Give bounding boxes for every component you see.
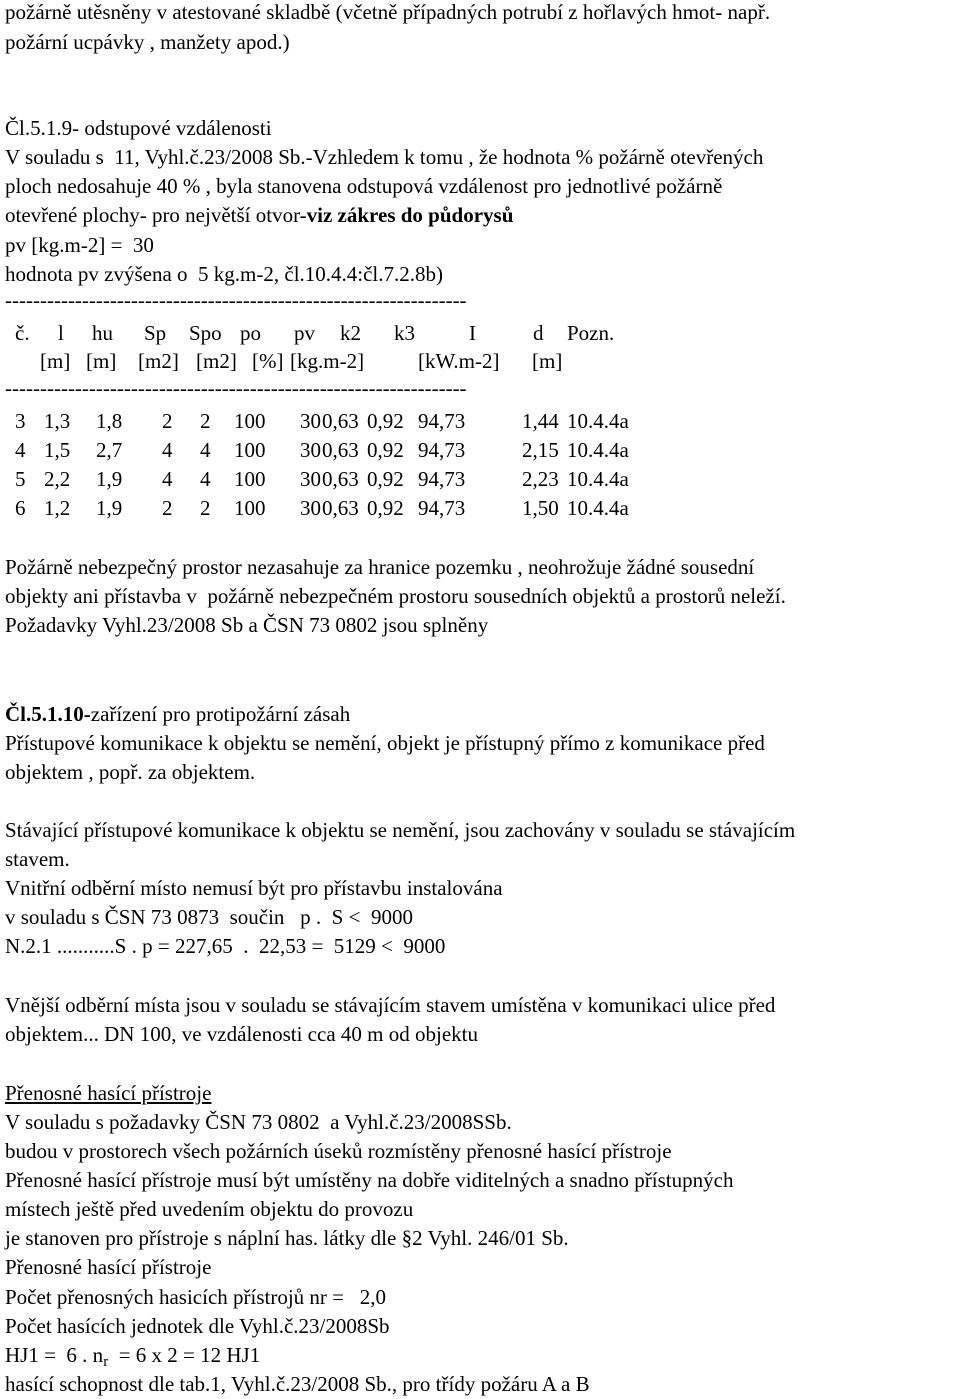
col-header: po: [240, 321, 261, 345]
para-line: objektem... DN 100, ve vzdálenosti cca 40 m od objektu: [5, 1022, 478, 1046]
bold-reference: viz zákres do půdorysů: [306, 203, 514, 227]
cell: 100: [234, 438, 266, 462]
cell: 100: [234, 496, 266, 520]
cell: 4: [162, 467, 173, 491]
cell: 30: [300, 438, 321, 462]
col-header: Sp: [144, 321, 167, 345]
cell: 4: [200, 438, 211, 462]
col-unit: [%]: [252, 349, 284, 373]
col-header: Pozn.: [567, 321, 615, 345]
heading-number: Čl.5.1.10-: [5, 702, 91, 726]
para-line: Požárně nebezpečný prostor nezasahuje za hranice pozemku , neohrožuje žádné sousední: [5, 555, 755, 579]
para-line: Vnější odběrní místa jsou v souladu se stávajícím stavem umístěna v komunikaci ulice před: [5, 993, 776, 1017]
section-heading-5-1-10: [5, 702, 350, 726]
col-unit: [m]: [40, 349, 71, 373]
cell: 2: [200, 496, 211, 520]
cell: 30: [300, 409, 321, 433]
cell: 100: [234, 409, 266, 433]
para-line: V souladu s 11, Vyhl.č.23/2008 Sb.-Vzhledem k tomu , že hodnota % požárně otevřených: [5, 145, 764, 169]
col-header: k2: [340, 321, 361, 345]
para-line: je stanoven pro přístroje s náplní has. látky dle §2 Vyhl. 246/01 Sb.: [5, 1226, 569, 1250]
para-line: Stávající přístupové komunikace k objektu se nemění, jsou zachovány v souladu se stávajícím: [5, 818, 796, 842]
col-header: č.: [15, 321, 30, 345]
para-line: Přenosné hasící přístroje: [5, 1255, 212, 1279]
cell: 1,2: [44, 496, 71, 520]
cell: 1,44: [522, 409, 559, 433]
para-line: budou v prostorech všech požárních úseků rozmístěny přenosné hasící přístroje: [5, 1139, 672, 1163]
formula-line: [5, 1343, 260, 1370]
cell: 4: [15, 438, 26, 462]
para-line: stavem.: [5, 847, 70, 871]
cell: 10.4.4a: [567, 467, 629, 491]
cell: 0,92: [367, 409, 404, 433]
cell: 0,63: [322, 467, 359, 491]
cell: 5: [15, 467, 26, 491]
cell: 0,63: [322, 409, 359, 433]
table-rule-top: ------------------------------------------------------------------: [5, 288, 467, 312]
cell: 2: [162, 496, 173, 520]
cell: 0,92: [367, 438, 404, 462]
cell: 94,73: [418, 438, 466, 462]
col-unit: [m]: [532, 349, 563, 373]
cell: 0,63: [322, 496, 359, 520]
table-rule-mid: ------------------------------------------------------------------: [5, 376, 467, 400]
cell: 94,73: [418, 496, 466, 520]
cell: 2: [200, 409, 211, 433]
cell: 6: [15, 496, 26, 520]
intro-line-1: požárně utěsněny v atestované skladbě (včetně případných potrubí z hořlavých hmot- např.: [5, 0, 771, 24]
col-unit: [m]: [86, 349, 117, 373]
cell: 3: [15, 409, 26, 433]
cell: 30: [300, 496, 321, 520]
cell: 10.4.4a: [567, 409, 629, 433]
col-header: k3: [394, 321, 415, 345]
cell: 10.4.4a: [567, 438, 629, 462]
formula-part: HJ1 = 6 . n: [5, 1343, 104, 1367]
para-line: Počet hasících jednotek dle Vyhl.č.23/2008Sb: [5, 1314, 390, 1338]
section-heading-5-1-9: Čl.5.1.9- odstupové vzdálenosti: [5, 116, 272, 140]
para-text: otevřené plochy- pro největší otvor-: [5, 203, 307, 227]
col-header: pv: [294, 321, 315, 345]
cell: 0,92: [367, 467, 404, 491]
para-line: Přenosné hasící přístroje musí být umístěny na dobře viditelných a snadno přístupných: [5, 1168, 734, 1192]
cell: 2,2: [44, 467, 71, 491]
para-line: ploch nedosahuje 40 % , byla stanovena odstupová vzdálenost pro jednotlivé požárně: [5, 174, 723, 198]
cell: 2,7: [96, 438, 123, 462]
para-line: Vnitřní odběrní místo nemusí být pro přístavbu instalována: [5, 876, 503, 900]
cell: 94,73: [418, 467, 466, 491]
cell: 1,9: [96, 496, 123, 520]
col-unit: [m2]: [196, 349, 237, 373]
pv-value: pv [kg.m-2] = 30: [5, 233, 154, 257]
cell: 1,5: [44, 438, 71, 462]
para-line: objektem , popř. za objektem.: [5, 760, 256, 784]
col-unit: [kg.m-2]: [290, 349, 365, 373]
extinguishers-title: Přenosné hasící přístroje: [5, 1081, 212, 1105]
para-line: objekty ani přístavba v požárně nebezpečném prostoru sousedních objektů a prostorů neleží.: [5, 584, 786, 608]
cell: 2: [162, 409, 173, 433]
cell: 1,50: [522, 496, 559, 520]
col-header: l: [58, 321, 64, 345]
cell: 100: [234, 467, 266, 491]
cell: 4: [162, 438, 173, 462]
para-line: místech ještě před uvedením objektu do provozu: [5, 1197, 414, 1221]
para-line: Přístupové komunikace k objektu se nemění, objekt je přístupný přímo z komunikace před: [5, 731, 765, 755]
cell: 0,63: [322, 438, 359, 462]
para-line: Počet přenosných hasicích přístrojů nr = 2,0: [5, 1285, 387, 1309]
col-header: I: [469, 321, 476, 345]
col-unit: [m2]: [138, 349, 179, 373]
para-line: V souladu s požadavky ČSN 73 0802 a Vyhl.č.23/2008SSb.: [5, 1110, 512, 1134]
cell: 1,8: [96, 409, 123, 433]
formula-part: = 6 x 2 = 12 HJ1: [108, 1343, 261, 1367]
cell: 2,15: [522, 438, 559, 462]
cell: 0,92: [367, 496, 404, 520]
cell: 10.4.4a: [567, 496, 629, 520]
formula-subscript: r: [103, 1354, 109, 1370]
cell: 94,73: [418, 409, 466, 433]
para-line: v souladu s ČSN 73 0873 součin p . S < 9000: [5, 905, 413, 929]
heading-text: zařízení pro protipožární zásah: [90, 702, 351, 726]
col-header: d: [533, 321, 544, 345]
cell: 2,23: [522, 467, 559, 491]
para-line: Požadavky Vyhl.23/2008 Sb a ČSN 73 0802 jsou splněny: [5, 613, 489, 637]
col-header: Spo: [189, 321, 222, 345]
intro-line-2: požární ucpávky , manžety apod.): [5, 30, 290, 54]
para-line: hasící schopnost dle tab.1, Vyhl.č.23/2008 Sb., pro třídy požáru A a B: [5, 1372, 590, 1396]
cell: 1,3: [44, 409, 71, 433]
calculation-line: N.2.1 ...........S . p = 227,65 . 22,53 = 5129 < 9000: [5, 934, 446, 958]
cell: 1,9: [96, 467, 123, 491]
col-unit: [kW.m-2]: [418, 349, 500, 373]
pv-increase: hodnota pv zvýšena o 5 kg.m-2, čl.10.4.4:čl.7.2.8b): [5, 262, 444, 286]
cell: 30: [300, 467, 321, 491]
cell: 4: [200, 467, 211, 491]
para-line: [5, 203, 513, 227]
col-header: hu: [92, 321, 113, 345]
